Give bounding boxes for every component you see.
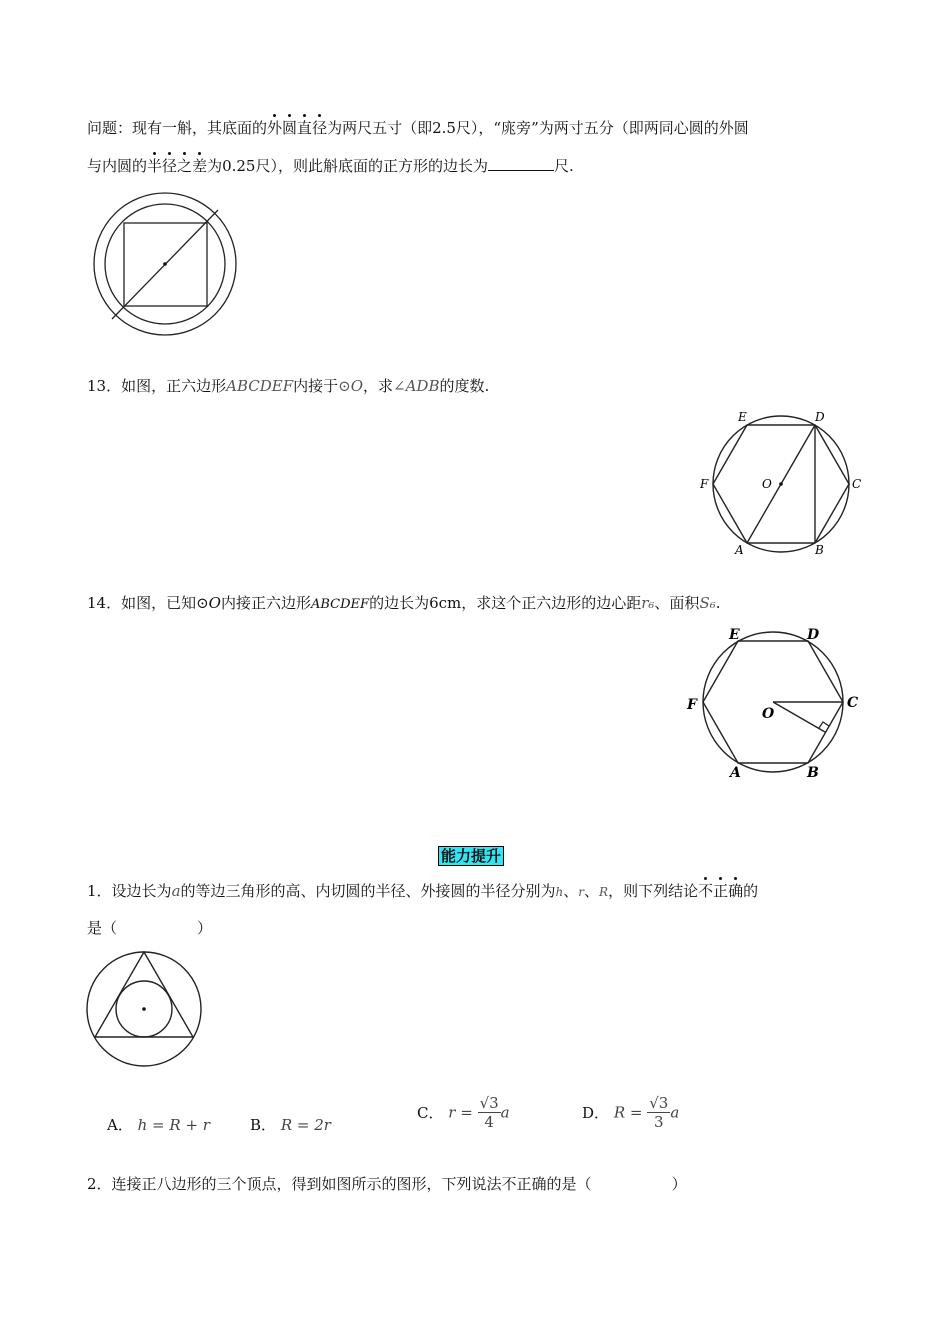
option-d-fraction bbox=[647, 1094, 670, 1131]
p1-text-part: 的 bbox=[743, 882, 759, 900]
intro-text: 尺. bbox=[553, 157, 574, 175]
q13-number: 13． bbox=[87, 377, 122, 395]
triangle-incircle-figure bbox=[86, 950, 206, 1070]
q14-s6: S₆ bbox=[699, 594, 716, 612]
emphasized-char: 差 bbox=[192, 157, 208, 175]
intro-line-1 bbox=[87, 118, 749, 138]
q14-label-F: F bbox=[687, 697, 697, 713]
emphasized-char: 径 bbox=[312, 119, 328, 137]
p2-number: 2． bbox=[87, 1175, 112, 1193]
option-c-numerator: √3 bbox=[479, 1094, 499, 1112]
intro-text: 为两尺五寸（即2.5尺），“庣旁”为两寸五分（即两同心圆的外圆 bbox=[327, 119, 749, 137]
p1-text-part: 是（ bbox=[87, 919, 118, 937]
p1-var-R: R bbox=[599, 885, 609, 899]
answer-blank[interactable] bbox=[488, 156, 554, 171]
option-b-expr: R = 2r bbox=[280, 1116, 331, 1134]
q13-text-part: 的度数. bbox=[439, 377, 490, 395]
concentric-circles-square-figure bbox=[90, 192, 240, 342]
emphasized-char: 直 bbox=[297, 119, 313, 137]
q13-text-part: 如图，正六边形 bbox=[121, 377, 227, 395]
emphasized-char: 圆 bbox=[282, 119, 298, 137]
p1-var-r: r bbox=[578, 885, 585, 899]
option-c-lhs: r = bbox=[448, 1103, 473, 1122]
p1-number: 1． bbox=[87, 882, 112, 900]
q13-label-E: E bbox=[738, 410, 747, 424]
option-d-var: a bbox=[670, 1103, 680, 1122]
option-b[interactable] bbox=[250, 1114, 331, 1135]
option-c[interactable] bbox=[417, 1094, 510, 1131]
q14-circle-name: ⊙O bbox=[196, 594, 221, 612]
emphasized-char: 之 bbox=[177, 157, 193, 175]
q14-label-A: A bbox=[730, 765, 741, 781]
p1-text-part: 、 bbox=[584, 882, 600, 900]
option-c-var: a bbox=[500, 1103, 510, 1122]
option-d-label: D． bbox=[582, 1104, 610, 1122]
option-d-lhs: R = bbox=[613, 1103, 643, 1122]
q13-label-O: O bbox=[762, 477, 772, 491]
option-a[interactable] bbox=[107, 1114, 210, 1135]
q13-text-part: 内接于 bbox=[293, 377, 339, 395]
q13-hexagon-figure bbox=[700, 408, 870, 558]
q14-label-D: D bbox=[807, 627, 820, 643]
q13-label-B: B bbox=[815, 543, 824, 557]
section-title: 能力提升 bbox=[438, 846, 504, 866]
q14-text-part: 、面积 bbox=[654, 594, 700, 612]
emphasized-char: 外 bbox=[267, 119, 283, 137]
option-d-denominator: 3 bbox=[654, 1113, 664, 1131]
option-a-expr: h = R + r bbox=[137, 1116, 210, 1134]
p1-text-part: 设边长为 bbox=[111, 882, 172, 900]
emphasized-char: 不 bbox=[698, 882, 714, 900]
intro-text: 问题：现有一斛，其底面的 bbox=[87, 119, 268, 137]
q14-hexagon-figure bbox=[685, 622, 865, 782]
q14-label-O: O bbox=[762, 706, 775, 722]
emphasized-char: 确 bbox=[728, 882, 744, 900]
q13-polygon-name: ABCDEF bbox=[226, 377, 294, 395]
emphasized-char: 半 bbox=[147, 157, 163, 175]
q14-text-part: 内接正六边形 bbox=[220, 594, 311, 612]
q13-label-C: C bbox=[852, 477, 862, 491]
q13-angle: ∠ADB bbox=[393, 377, 440, 395]
q14-number: 14． bbox=[87, 594, 122, 612]
q14-label-B: B bbox=[807, 765, 819, 781]
p1-text-part: 、 bbox=[563, 882, 579, 900]
q13-label-F: F bbox=[700, 477, 709, 491]
p1-line-2 bbox=[87, 918, 212, 938]
p1-text-part: 的等边三角形的高、内切圆的半径、外接圆的半径分别为 bbox=[180, 882, 556, 900]
p2-text-part: ） bbox=[671, 1175, 687, 1193]
p1-var-a: a bbox=[171, 882, 181, 900]
p1-text-part: ） bbox=[197, 919, 213, 937]
option-b-label: B． bbox=[250, 1116, 277, 1134]
emphasized-char: 径 bbox=[162, 157, 178, 175]
q14-r6: r₆ bbox=[641, 594, 655, 612]
option-c-label: C． bbox=[417, 1104, 444, 1122]
option-d[interactable] bbox=[582, 1094, 679, 1131]
q14-polygon-name: ABCDEF bbox=[311, 597, 370, 612]
p2-text-part: 连接正八边形的三个顶点，得到如图所示的图形，下列说法不正确的是（ bbox=[111, 1175, 592, 1193]
emphasis-radius-diff bbox=[147, 157, 207, 175]
p1-text-part: ，则下列结论 bbox=[608, 882, 699, 900]
q14-text-part: . bbox=[715, 594, 721, 612]
p1-var-h: h bbox=[555, 885, 564, 899]
q14-label-E: E bbox=[729, 627, 740, 643]
option-c-denominator: 4 bbox=[484, 1113, 494, 1131]
intro-line-2 bbox=[87, 156, 574, 176]
option-d-numerator: √3 bbox=[649, 1094, 669, 1112]
option-c-fraction bbox=[478, 1094, 501, 1131]
q14-text-part: 的边长为6cm，求这个正六边形的边心距 bbox=[369, 594, 642, 612]
q13-label-D: D bbox=[815, 410, 825, 424]
emphasis-outer-diameter bbox=[267, 119, 327, 137]
option-a-label: A． bbox=[107, 1116, 133, 1134]
intro-text: 与内圆的 bbox=[87, 157, 148, 175]
q13-text bbox=[87, 376, 489, 396]
p1-line-1 bbox=[87, 881, 758, 902]
q14-text-part: 如图，已知 bbox=[121, 594, 197, 612]
intro-text: 为0.25尺），则此斛底面的正方形的边长为 bbox=[207, 157, 488, 175]
emphasis-incorrect bbox=[698, 882, 743, 900]
q13-text-part: ，求 bbox=[363, 377, 394, 395]
emphasized-char: 正 bbox=[713, 882, 729, 900]
q14-text bbox=[87, 593, 721, 615]
q14-label-C: C bbox=[847, 695, 859, 711]
q13-label-A: A bbox=[735, 543, 744, 557]
p2-text bbox=[87, 1174, 687, 1194]
q13-circle-name: ⊙O bbox=[338, 377, 363, 395]
